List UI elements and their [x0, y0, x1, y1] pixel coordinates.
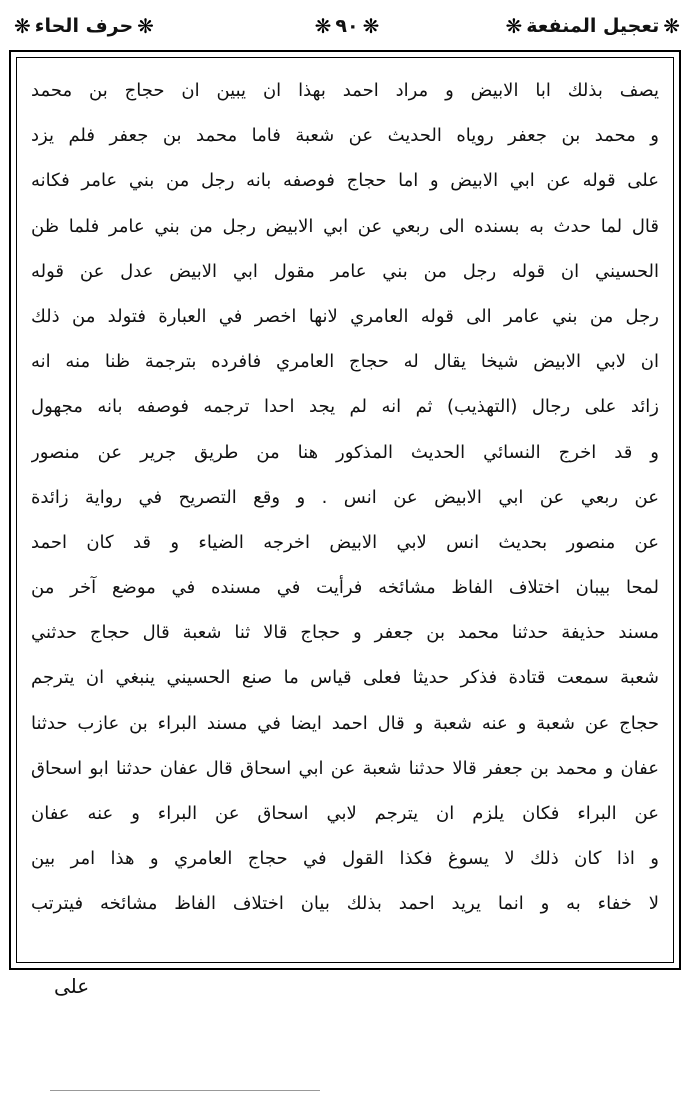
text-line: و اذا كان ذلك لا يسوغ فكذا القول في حجاج العامري و هذا امر بين	[31, 848, 659, 870]
book-title-group	[502, 8, 684, 44]
page-frame	[9, 50, 681, 970]
text-line: عن ربعي عن ابي الابيض عن انس . و وقع التصريح في رواية زائدة	[31, 486, 659, 508]
section-title: حرف الحاء	[34, 15, 134, 37]
page-header	[10, 8, 684, 44]
text-line: عن البراء فكان يلزم ان يترجم لابي اسحاق عن البراء و عنه عفان	[31, 803, 659, 824]
text-line: عن منصور بحديث انس لابي الابيض اخرجه الضياء و قد كان احمد	[31, 531, 659, 553]
text-line: شعبة سمعت قتادة فذكر حديثا فعلى قياس ما صنع الحسيني ينبغي ان يترجم	[31, 667, 659, 689]
text-line: يصف بذلك ابا الابيض و مراد احمد بهذا ان يبين ان حجاج بن محمد	[31, 80, 659, 101]
ornament-icon: ❋	[663, 14, 680, 38]
ornament-icon: ❋	[137, 14, 154, 38]
section-title-group	[10, 8, 158, 44]
text-line: الحسيني ان قوله رجل من بني عامر مقول ابي الابيض عدل عن قوله	[31, 260, 659, 282]
text-line: عفان و محمد بن جعفر قالا حدثنا شعبة عن ابي اسحاق قال عفان حدثنا ابو اسحاق	[31, 757, 659, 779]
text-line: لمحا بيبان اختلاف الفاظ مشائخه فرأيت في مسنده في موضع آخر من	[31, 577, 659, 599]
page-number: ٩٠	[335, 15, 359, 37]
book-title: تعجيل المنفعة	[526, 15, 660, 37]
bottom-rule	[50, 1090, 320, 1091]
text-line: لا خفاء به و انما يريد احمد بذلك بيان اختلاف الفاظ مشائخه فيترتب	[31, 893, 659, 915]
text-line: و قد اخرج النسائي الحديث المذكور هنا من طريق جرير عن منصور	[31, 441, 659, 463]
text-line: مسند حذيفة حدثنا محمد بن جعفر و حجاج قالا ثنا شعبة قال حجاج حدثني	[31, 622, 659, 644]
catchword: على	[54, 974, 90, 998]
ornament-icon: ❋	[362, 14, 380, 38]
ornament-icon: ❋	[14, 14, 31, 38]
ornament-icon: ❋	[314, 14, 332, 38]
ornament-icon: ❋	[505, 14, 523, 38]
text-line: زائد على رجال (التهذيب) ثم انه لم يجد احدا ترجمه فوصفه بانه مجهول	[31, 396, 659, 418]
body-text	[31, 68, 659, 952]
text-line: حجاج عن شعبة و عنه شعبة و قال احمد ايضا في مسند البراء بن عازب حدثنا	[31, 712, 659, 734]
text-line: رجل من بني عامر الى قوله العامري لانها اخصر في العبارة فتولد من ذلك	[31, 305, 659, 327]
text-line: قال لما حدث به بسنده الى ربعي عن ابي الابيض رجل من بني عامر فلما ظن	[31, 215, 659, 237]
page-frame-inner	[16, 57, 674, 963]
text-line: ان لابي الابيض شيخا يقال له حجاج العامري فافرده بترجمة ظنا منه انه	[31, 351, 659, 373]
page-number-group	[311, 8, 384, 44]
text-line: على قوله عن ابي الابيض و اما حجاج فوصفه بانه رجل من بني عامر فكانه	[31, 170, 659, 192]
text-line: و محمد بن جعفر روياه الحديث عن شعبة فاما محمد بن جعفر فلم يزد	[31, 125, 659, 147]
